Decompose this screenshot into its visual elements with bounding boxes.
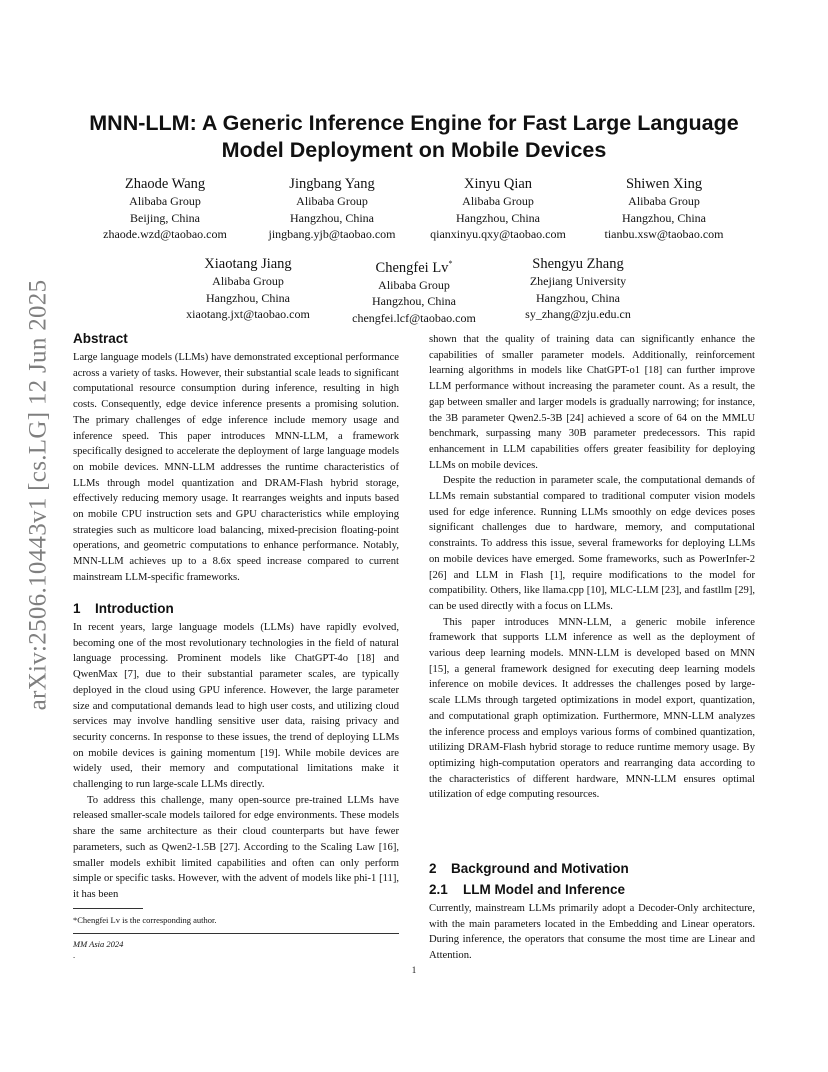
subsection-title: LLM Model and Inference: [463, 882, 626, 897]
introduction-body: [73, 620, 399, 903]
author-block: [420, 175, 576, 243]
author-location: Beijing, China: [130, 210, 200, 225]
venue-dot: .: [73, 950, 76, 960]
author-block: [509, 255, 647, 323]
author-affiliation: Alibaba Group: [212, 274, 284, 288]
section-number: 2: [429, 861, 437, 876]
author-email: sy_zhang@zju.edu.cn: [525, 307, 631, 321]
subsection-body: [429, 901, 755, 964]
section-heading-introduction: [73, 601, 174, 616]
paragraph: To address this challenge, many open-source pre-trained LLMs have released smaller-scale models tailored for edge environments. These models share the same architecture as their cloud counterparts but have fewer parameters, such as Qwen2-1.5B [27]. According to the Scaling Law [16], smaller models exhibit limited capabilities and often can only perform simple or specific tasks. However, with the advent of models like phi-1 [11], it has been: [73, 794, 399, 900]
author-block: [340, 255, 488, 326]
author-name: Zhaode Wang: [124, 176, 206, 192]
abstract-heading: Abstract: [73, 331, 128, 346]
right-column-body: [429, 332, 755, 803]
author-email: xiaotang.jxt@taobao.com: [186, 307, 310, 321]
author-name: [340, 255, 488, 277]
subsection-heading-llm-inference: [429, 882, 625, 897]
abstract-body: [73, 350, 399, 586]
section-title: Introduction: [95, 601, 174, 616]
author-name: Jingbang Yang: [289, 176, 375, 192]
author-location: Hangzhou, China: [372, 294, 456, 309]
author-block: [95, 175, 235, 243]
author-email: jingbang.yjb@taobao.com: [268, 227, 396, 241]
author-email: chengfei.lcf@taobao.com: [352, 310, 476, 325]
arxiv-identifier-text: arXiv:2506.10443v1 [cs.LG] 12 Jun 2025: [24, 279, 52, 711]
title-line-2: Model Deployment on Mobile Devices: [221, 138, 607, 162]
author-name: Shiwen Xing: [625, 176, 703, 192]
paragraph: In recent years, large language models (LLMs) have rapidly evolved, becoming one of the most revolutionary technologies in the field of natural language processing. Prominent models like ChatGPT-4o [18] and QwenMax [7], due to their substantial parameter scales, are typically deployed in the cloud using GPU inference. However, the large parameter size and computational demands lead to high user costs, and utilizing cloud services may involve handling sensitive user data, raising privacy and security concerns. In response to these issues, the trend of deploying LLMs on mobile devices is gaining momentum [19]. While mobile devices are widely used, their memory and computational limitations make it challenging to run large-scale LLMs directly.: [73, 622, 399, 791]
author-affiliation: Alibaba Group: [628, 194, 700, 208]
footnote: *Chengfei Lv is the corresponding author.: [73, 915, 217, 925]
author-name-text: Chengfei Lv: [375, 259, 449, 276]
author-name: Shengyu Zhang: [532, 256, 624, 272]
title-line-1: MNN-LLM: A Generic Inference Engine for Fast Large Language: [89, 111, 739, 135]
author-block: [175, 255, 321, 323]
author-block: [594, 175, 734, 243]
paper-title: [60, 110, 768, 164]
author-affiliation: Alibaba Group: [378, 277, 450, 292]
section-heading-background: [429, 861, 629, 876]
venue-rule: [73, 933, 399, 934]
author-affiliation: Alibaba Group: [462, 194, 534, 208]
subsection-number: 2.1: [429, 882, 448, 897]
author-name: Xinyu Qian: [463, 176, 533, 192]
venue-label: MM Asia 2024: [73, 939, 124, 949]
author-location: Hangzhou, China: [622, 210, 706, 225]
page-number: 1: [411, 965, 417, 975]
author-location: Hangzhou, China: [456, 210, 540, 225]
author-location: Hangzhou, China: [536, 290, 620, 305]
footnote-rule: [73, 908, 143, 909]
paragraph: This paper introduces MNN-LLM, a generic mobile inference framework that supports LLM inference as well as the deployment of various deep learning models. MNN-LLM is developed based on MNN [15], a general framework designed for executing deep learning models inference on mobile devices. It addresses the challenges posed by large-scale LLMs through targeted optimizations in model export, quantization, and computational graph optimization. Furthermore, MNN-LLM analyzes the inference process and employs various forms of combined quantization, utilizing DRAM-Flash hybrid storage to reduce runtime memory usage. By optimizing high-computation operators and rearranging data according to the characteristics of different hardware, MNN-LLM ensures optimal utilization of edge computing resources.: [429, 616, 755, 801]
arxiv-identifier: [18, 279, 58, 711]
corresponding-mark: *: [448, 259, 453, 268]
author-location: Hangzhou, China: [206, 290, 290, 305]
author-email: zhaode.wzd@taobao.com: [103, 227, 227, 241]
author-affiliation: Alibaba Group: [296, 194, 368, 208]
author-block: [259, 175, 405, 243]
abstract-text: Large language models (LLMs) have demonstrated exceptional performance across a variety of tasks. However, their substantial scale leads to significant computational resource consumption during inference, resulting in high costs. Consequently, edge device inference presents a promising solution. The primary challenges of edge inference include memory usage and inference speed. This paper introduces MNN-LLM, a framework specifically designed to accelerate the deployment of large language models on mobile devices. MNN-LLM addresses the runtime characteristics of LLMs through model quantization and DRAM-Flash hybrid storage, effectively reducing memory usage. It rearranges weights and inputs based on mobile CPU instruction sets and GPU characteristics while employing strategies such as multicore load balancing, mixed-precision floating-point operations, and geometric computations to enhance performance. Notably, MNN-LLM achieves up to a 8.6x speed increase compared to current mainstream LLM-specific frameworks.: [73, 352, 399, 583]
author-affiliation: Alibaba Group: [129, 194, 201, 208]
author-name: Xiaotang Jiang: [204, 256, 292, 272]
section-number: 1: [73, 601, 81, 616]
paragraph: Currently, mainstream LLMs primarily adopt a Decoder-Only architecture, with the main parameters located in the Embedding and Linear operators. During inference, the operators that consume the most time are Linear and Attention.: [429, 903, 755, 962]
paragraph: shown that the quality of training data can significantly enhance the capabilities of smaller parameter models. Additionally, reinforcement learning algorithms in models like ChatGPT-o1 [18] can further improve LLM performance without increasing the parameter count. As a result, the gap between smaller and larger models is gradually narrowing; for instance, the 3B parameter Qwen2.5-3B [24] achieved a score of 64 on the MMLU benchmark, surpassing many 30B parameter predecessors. This rapid enhancement in LLM capabilities offers greater feasibility for deploying LLMs on mobile devices.: [429, 334, 755, 471]
author-affiliation: Zhejiang University: [529, 274, 627, 288]
author-email: qianxinyu.qxy@taobao.com: [430, 227, 566, 241]
section-title: Background and Motivation: [451, 861, 629, 876]
paragraph: Despite the reduction in parameter scale, the computational demands of LLMs remain substantial compared to traditional computer vision models used for edge inference. Running LLMs smoothly on edge devices poses significant challenges due to hardware, memory, and computational constraints. To address this issue, several frameworks for deploying LLMs on mobile devices have emerged. Some frameworks, such as PowerInfer-2 [26] and LLM in Flash [1], require modifications to the model for compatibility. Others, like llama.cpp [10], MLC-LLM [23], and fastllm [29], can be used directly with a focus on LLMs.: [429, 475, 755, 612]
author-email: tianbu.xsw@taobao.com: [604, 227, 724, 241]
author-location: Hangzhou, China: [290, 210, 374, 225]
